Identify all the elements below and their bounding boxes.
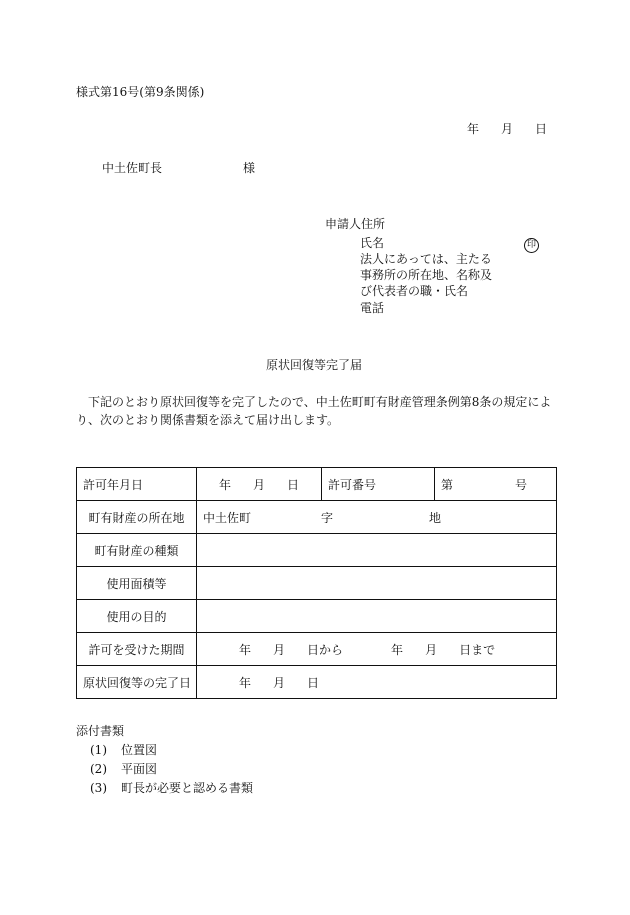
table-row [77, 534, 557, 567]
usage-purpose-value [197, 600, 557, 633]
attachment-item: (3) 町長が必要と認める書類 [90, 781, 254, 795]
table-row [77, 567, 557, 600]
usage-purpose-label: 使用の目的 [77, 600, 197, 633]
applicant-phone-label: 電話 [360, 301, 385, 315]
date-month: 月 [501, 122, 514, 136]
table-row [77, 633, 557, 666]
corp-note-line-3: び代表者の職・氏名 [360, 284, 469, 298]
corp-note-line-1: 法人にあっては、主たる [360, 252, 492, 266]
usage-area-label: 使用面積等 [77, 567, 197, 600]
table-row [77, 600, 557, 633]
permit-period-value: 年 月 日から 年 月 日まで [197, 633, 557, 666]
table-row [77, 501, 557, 534]
attachment-item: (1) 位置図 [90, 743, 158, 757]
completion-date-value: 年 月 日 [197, 666, 557, 699]
form-number: 様式第16号(第9条関係) [76, 85, 205, 99]
attachment-item: (2) 平面図 [90, 762, 158, 776]
corp-note-line-2: 事務所の所在地、名称及 [360, 268, 493, 282]
table-row [77, 468, 557, 501]
report-table [76, 467, 557, 699]
property-location-value: 中土佐町 字 地 [197, 501, 557, 534]
addressee-name: 中土佐町長 [102, 161, 163, 175]
permit-date-label: 許可年月日 [77, 468, 197, 501]
permit-number-value: 第 号 [435, 468, 557, 501]
permit-date-value: 年 月 日 [197, 468, 322, 501]
document-title: 原状回復等完了届 [266, 358, 363, 372]
date-day: 日 [535, 122, 548, 136]
addressee-honorific: 様 [243, 161, 256, 175]
permit-period-label: 許可を受けた期間 [77, 633, 197, 666]
body-line-2: り、次のとおり関係書類を添えて届け出します。 [76, 413, 340, 427]
submission-date [467, 121, 547, 137]
property-type-label: 町有財産の種類 [77, 534, 197, 567]
property-type-value [197, 534, 557, 567]
applicant-name-label: 氏名 [360, 236, 385, 250]
attachments-heading: 添付書類 [76, 724, 125, 738]
completion-date-label: 原状回復等の完了日 [77, 666, 197, 699]
usage-area-value [197, 567, 557, 600]
date-year: 年 [467, 122, 480, 136]
seal-icon: 印 [524, 235, 539, 253]
property-location-label: 町有財産の所在地 [77, 501, 197, 534]
permit-number-label: 許可番号 [322, 468, 435, 501]
applicant-address-label: 申請人住所 [325, 217, 386, 231]
table-row [77, 666, 557, 699]
body-line-1: 下記のとおり原状回復等を完了したので、中土佐町町有財産管理条例第8条の規定によ [88, 395, 552, 409]
